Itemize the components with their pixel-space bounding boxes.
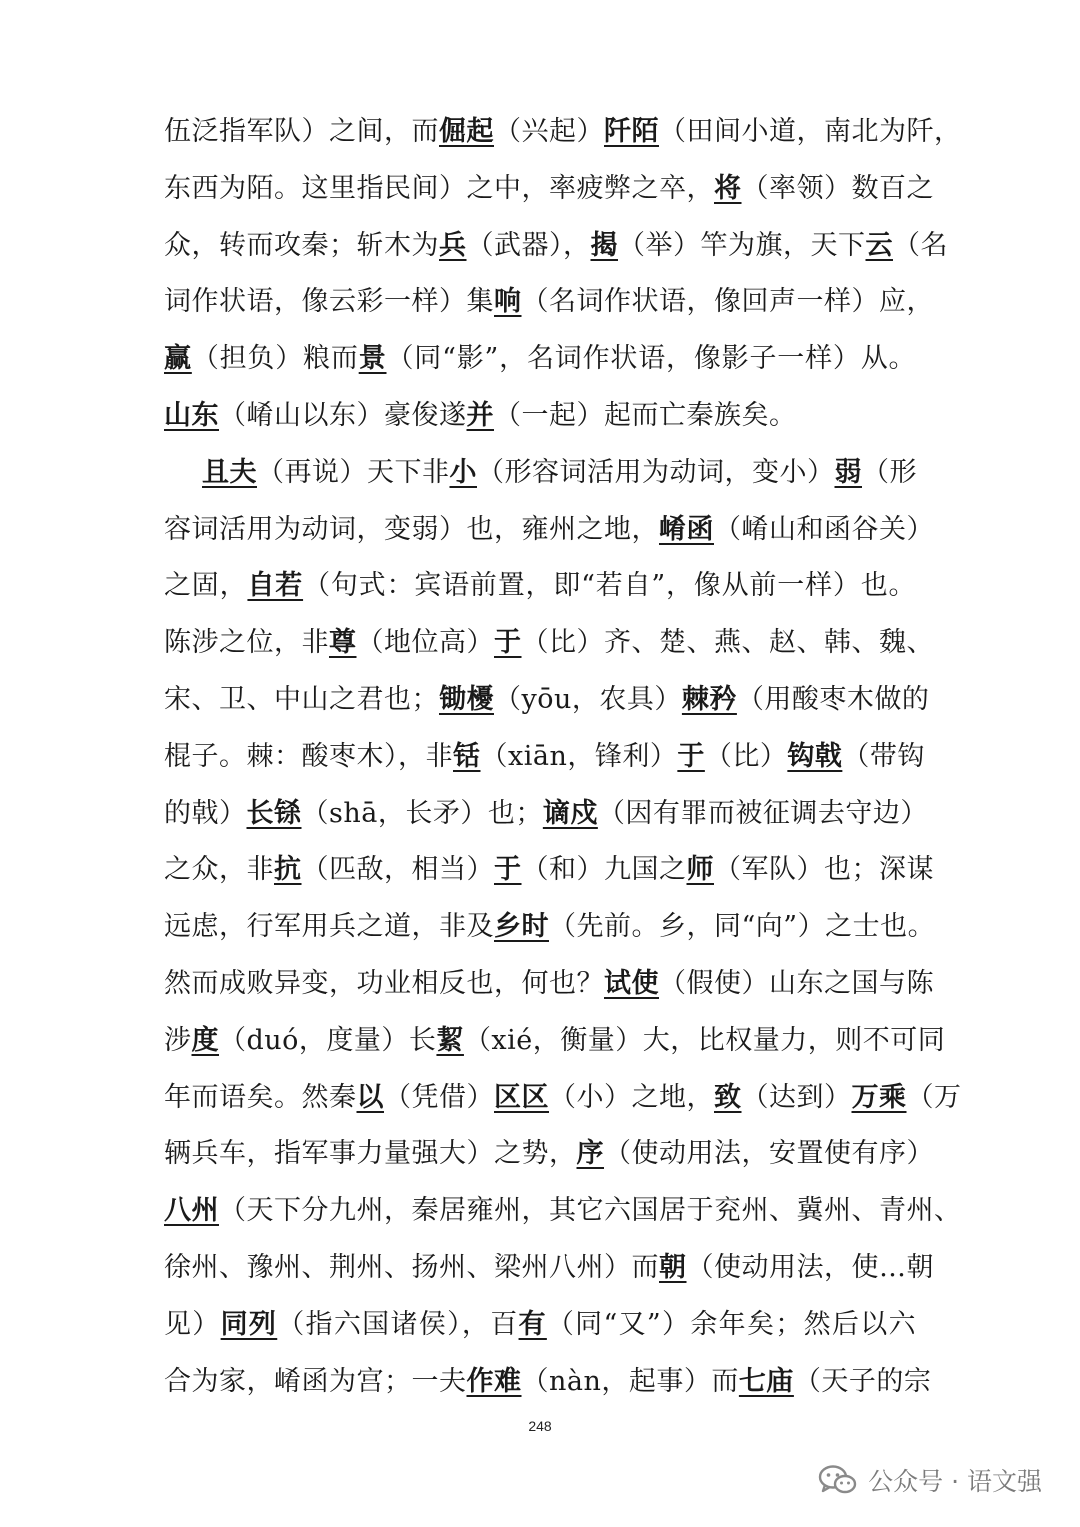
text-line [164,218,948,275]
annotated-term: 将 [714,172,742,204]
text-line [164,1070,962,1127]
text-run: （指六国诸侯），百 [277,1308,519,1340]
annotated-term: 小 [449,456,477,488]
text-run: （xiān，锋利） [480,740,678,772]
annotated-term: 棘矜 [681,683,737,715]
text-run: （名词作状语，像回声一样）应， [521,286,934,318]
text-run: （因有罪而被征调去守边） [597,797,928,829]
text-run: （yōu，农具） [494,683,682,715]
text-run: （再说）天下非 [257,456,450,488]
text-run: 众，转而攻秦；斩木为 [164,229,439,261]
annotated-term: 崤函 [659,513,714,545]
text-run: （用酸枣木做的 [736,683,930,715]
wechat-icon [818,1464,858,1496]
annotated-term: 朝 [659,1251,687,1283]
text-run: （凭借） [384,1081,494,1113]
text-run: （达到） [741,1081,852,1113]
annotated-term: 同列 [220,1308,278,1340]
text-line [164,502,934,559]
text-line [164,161,934,218]
text-line [164,615,934,672]
text-run: （xié，衡量）大，比权量力，则不可同 [463,1024,946,1056]
text-line [164,786,928,843]
text-run: 之固， [164,570,248,602]
annotated-term: 倔起 [439,116,494,147]
annotated-term: 且夫 [202,456,257,488]
text-run: （小）之地， [549,1081,714,1113]
text-run: （天子的宗 [793,1365,932,1397]
text-line [164,1126,934,1183]
text-run: 远虑，行军用兵之道，非及 [164,911,494,943]
text-line [164,1013,946,1070]
text-run: （同“影”，名词作状语，像影子一样）从。 [386,343,917,375]
text-run: （匹敌，相当） [301,854,494,886]
annotated-term: 铦 [453,740,481,772]
text-run: 徐州、豫州、荆州、扬州、梁州八州）而 [164,1251,659,1283]
annotated-term: 试使 [604,967,659,999]
watermark-text: 公众号 · 语文强 [868,1467,1042,1496]
annotated-term: 自若 [247,570,304,602]
text-run: （带钩 [842,740,925,772]
annotated-term: 区区 [494,1081,549,1113]
annotated-term: 致 [714,1081,742,1113]
annotated-term: 有 [518,1308,547,1340]
text-line [164,672,930,729]
text-run: （shā，长矛）也； [301,797,543,829]
text-run: （地位高） [356,627,494,659]
annotated-term: 乡时 [494,911,549,943]
text-run: （军队）也；深谋 [714,854,934,886]
text-run: （名 [893,229,948,261]
annotated-term: 山东 [164,399,219,431]
document-body [164,104,962,1410]
annotated-term: 景 [358,343,387,375]
text-run: （天下分九州，秦居雍州，其它六国居于兖州、冀州、青州、 [219,1195,962,1227]
text-run: （nàn，起事）而 [521,1365,739,1397]
text-line [164,956,934,1013]
text-line [164,445,916,502]
text-run: （使动用法，安置使有序） [604,1138,934,1170]
text-run: （句式：宾语前置，即“若自”，像从前一样）也。 [303,570,917,602]
text-run: （duó，度量）长 [219,1024,437,1056]
watermark [818,1462,1042,1498]
text-line [164,331,916,388]
text-line [164,1240,934,1297]
annotated-term: 絜 [436,1024,464,1056]
annotated-term: 序 [576,1138,604,1170]
text-line [164,729,925,786]
annotated-term: 作难 [466,1365,522,1397]
text-run: 辆兵车，指军事力量强大）之势， [164,1138,577,1170]
annotated-term: 抗 [274,854,302,886]
text-run: 涉 [164,1024,192,1056]
annotated-term: 钩戟 [787,740,843,772]
text-run: （举）竿为旗，天下 [618,229,866,261]
annotated-term: 并 [466,399,494,431]
text-line [164,1354,932,1411]
text-line [164,388,916,445]
text-run: （万 [906,1081,962,1113]
annotated-term: 谪戍 [542,797,598,829]
text-run: 然而成败异变，功业相反也，何也？ [164,967,604,999]
annotated-term: 八州 [164,1195,219,1227]
text-run: （兴起） [494,116,604,147]
annotated-term: 揭 [590,229,618,261]
text-run: 伍泛指军队）之间，而 [164,116,439,147]
text-run: （形 [862,456,917,488]
page-number: 248 [528,1418,552,1434]
annotated-term: 于 [494,854,522,886]
annotated-term: 响 [494,286,522,318]
text-line [164,104,962,161]
text-line [164,1183,962,1240]
text-run: 棍子。棘：酸枣木），非 [164,740,453,772]
text-run: （崤山以东）豪俊遂 [219,399,467,431]
annotated-term: 锄櫌 [439,683,494,715]
annotated-term: 万乘 [851,1081,907,1113]
text-run: （崤山和函谷关） [714,513,934,545]
annotated-term: 以 [356,1081,384,1113]
text-run: （一起）起而亡秦族矣。 [494,399,797,431]
text-run: 容词活用为动词，变弱）也，雍州之地， [164,513,659,545]
annotated-term: 于 [677,740,705,772]
annotated-term: 尊 [329,627,357,659]
annotated-term: 阡陌 [604,116,659,147]
text-run: （同“又”）余年矣；然后以六 [546,1308,917,1340]
text-run: 词作状语，像云彩一样）集 [164,286,494,318]
annotated-term: 赢 [164,343,192,375]
annotated-term: 兵 [439,229,467,261]
text-run: （和）九国之 [521,854,687,886]
annotated-term: 云 [865,229,893,261]
text-run: （假使）山东之国与陈 [659,967,934,999]
text-line [164,1297,916,1354]
text-run: 陈涉之位，非 [164,627,329,659]
annotated-term: 于 [494,627,522,659]
text-run: 宋、卫、中山之君也； [164,683,439,715]
text-line [164,899,936,956]
annotated-term: 七庙 [738,1365,794,1397]
text-line [164,558,916,615]
text-run: （形容词活用为动词，变小） [477,456,835,488]
text-run: （使动用法，使…朝 [686,1251,934,1283]
text-run: 之众，非 [164,854,274,886]
text-run: （田间小道，南北为阡， [659,116,962,147]
annotated-term: 长铩 [246,797,302,829]
annotated-term: 度 [191,1024,219,1056]
text-run: （率领）数百之 [741,172,934,204]
text-run: 合为家，崤函为宫；一夫 [164,1365,467,1397]
annotated-term: 弱 [834,456,862,488]
text-line [164,842,934,899]
annotated-term: 师 [686,854,714,886]
text-run: （担负）粮而 [191,343,359,375]
text-run: （比）齐、楚、燕、赵、韩、魏、 [521,627,934,659]
text-run: 的戟） [164,797,247,829]
text-run: （先前。乡，同“向”）之士也。 [549,911,936,943]
text-run: 年而语矣。然秦 [164,1081,357,1113]
text-run: （比） [704,740,788,772]
text-line [164,274,934,331]
text-run: 见） [164,1308,221,1340]
text-run: 东西为陌。这里指民间）之中，率疲弊之卒， [164,172,714,204]
text-run: （武器）， [466,229,591,261]
